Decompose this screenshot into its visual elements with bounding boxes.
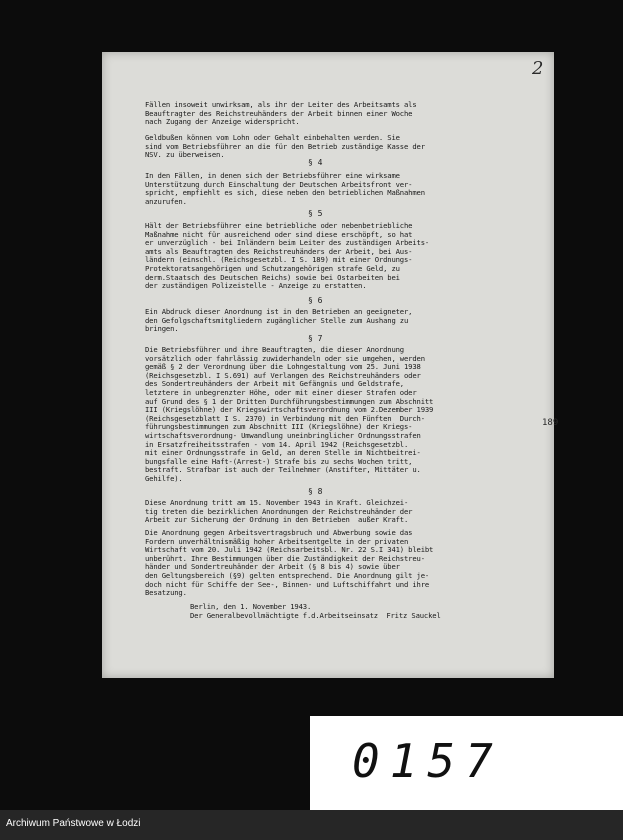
section-7-heading: § 7 xyxy=(308,334,323,343)
paragraph-section-7: Die Betriebsführer und ihre Beauftragten, die dieser Anordnung vorsätzlich oder fahrlässig zuwiderhandeln oder sie umgehen, werden gemäß § 2 der Verordnung über die Lohngestaltung vom 25. Juni 1938 (Reichsgesetzbl. I S.691) auf Verlangen des Reichstreuhänders oder des Sondertreuhänders der Arbeit mit Gefängnis und Geldstrafe, letztere in unbegrenzter Höhe, oder mit einer dieser Strafen oder auf Grund des § 1 der Dritten Durchführungsbestimmungen zum Abschnitt III (Kriegslöhne) der Kriegswirtschaftsverordnung vom 2.Dezember 1939 (Reichsgesetzblatt I S. 2370) in Verbindung mit den Fünften Durch- führungsbestimmungen zum Abschnitt III (Kriegslöhne) der Kriegs- wirtschaftsverordnung- Umwandlung uneinbringlicher Ordnungsstrafen in Ersatzfreiheitsstrafen - vom 14. April 1942 (Reichsgesetzbl. mit einer Ordnungsstrafe in Geld, an deren Stelle im Nichtbeitrei- bungsfalle eine Haft-(Arrest-) Strafe bis zu sechs Wochen tritt, bestraft. Strafbar ist auch der Teilnehmer (Anstifter, Mittäter u. Gehilfe). xyxy=(145,345,434,483)
paragraph-section-8: Diese Anordnung tritt am 15. November 1943 in Kraft. Gleichzei- tig treten die bezirklichen Anordnungen der Reichstreuhänder der Arbeit zur Sicherung der Ordnung in den Betrieben außer Kraft. xyxy=(145,498,413,525)
paragraph-section-5: Hält der Betriebsführer eine betriebliche oder nebenbetriebliche Maßnahme nicht für ausreichend oder sind diese erschöpft, so hat er unverzüglich - bei Inländern beim Leiter des zuständigen Arbeits- amts als Beauftragten des Reichstreuhänders der Arbeit, bei Aus- ländern (einschl. (Reichsgesetzbl. I S. 189) mit einer Ordnungs- Protektoratsangehörigen und Schutzangehörigen strafe Geld, zu derm.Staatsch des Deutschen Reichs) sowie bei Ostarbeiten bei der zuständigen Polizeistelle - Anzeige zu erstatten. xyxy=(145,221,430,291)
margin-note: 189 xyxy=(542,418,559,428)
section-8-heading: § 8 xyxy=(308,487,323,496)
paragraph-intro: Fällen insoweit unwirksam, als ihr der Leiter des Arbeitsamts als Beauftragter des Reichstreuhänders der Arbeit binnen einer Woche nach Zugang der Anzeige widerspricht. xyxy=(145,100,417,127)
paragraph-section-6: Ein Abdruck dieser Anordnung ist in den Betrieben an geeigneter, den Gefolgschaftsmitgliedern zugänglicher Stelle zum Aushang zu bringen. xyxy=(145,307,413,334)
film-frame-number: 0157 xyxy=(352,734,503,788)
paragraph-related-order: Die Anordnung gegen Arbeitsvertragsbruch und Abwerbung sowie das Fordern unverhältnismäßig hoher Arbeitsentgelte in der privaten Wirtschaft vom 20. Juli 1942 (Reichsarbeitsbl. Nr. 22 S.I 341) bleibt unberührt. Ihre Bestimmungen über die Zuständigkeit der Reichstreu- händer und Sondertreuhänder der Arbeit (§ 8 bis 4) sowie über den Geltungsbereich (§9) gelten entsprechend. Die Anordnung gilt je- doch nicht für Schiffe der See-, Binnen- und Luftschiffahrt und ihre Besatzung. xyxy=(145,528,434,598)
section-6-heading: § 6 xyxy=(308,296,323,305)
section-5-heading: § 5 xyxy=(308,209,323,218)
archive-label: Archiwum Państwowe w Łodzi xyxy=(6,818,141,829)
signature-block: Berlin, den 1. November 1943. Der Generalbevollmächtigte f.d.Arbeitseinsatz Fritz Sauckel xyxy=(190,602,441,620)
archive-footer xyxy=(0,810,623,840)
paragraph-fines: Geldbußen können vom Lohn oder Gehalt einbehalten werden. Sie sind vom Betriebsführer an die für den Betrieb zuständige Kasse der NSV. zu überweisen. xyxy=(145,133,425,160)
page-number: 2 xyxy=(532,58,544,79)
section-4-heading: § 4 xyxy=(308,158,323,167)
paragraph-section-4: In den Fällen, in denen sich der Betriebsführer eine wirksame Unterstützung durch Einschaltung der Deutschen Arbeitsfront ver- spricht, empfiehlt es sich, diese neben den betrieblichen Maßnahmen anzurufen. xyxy=(145,171,425,206)
